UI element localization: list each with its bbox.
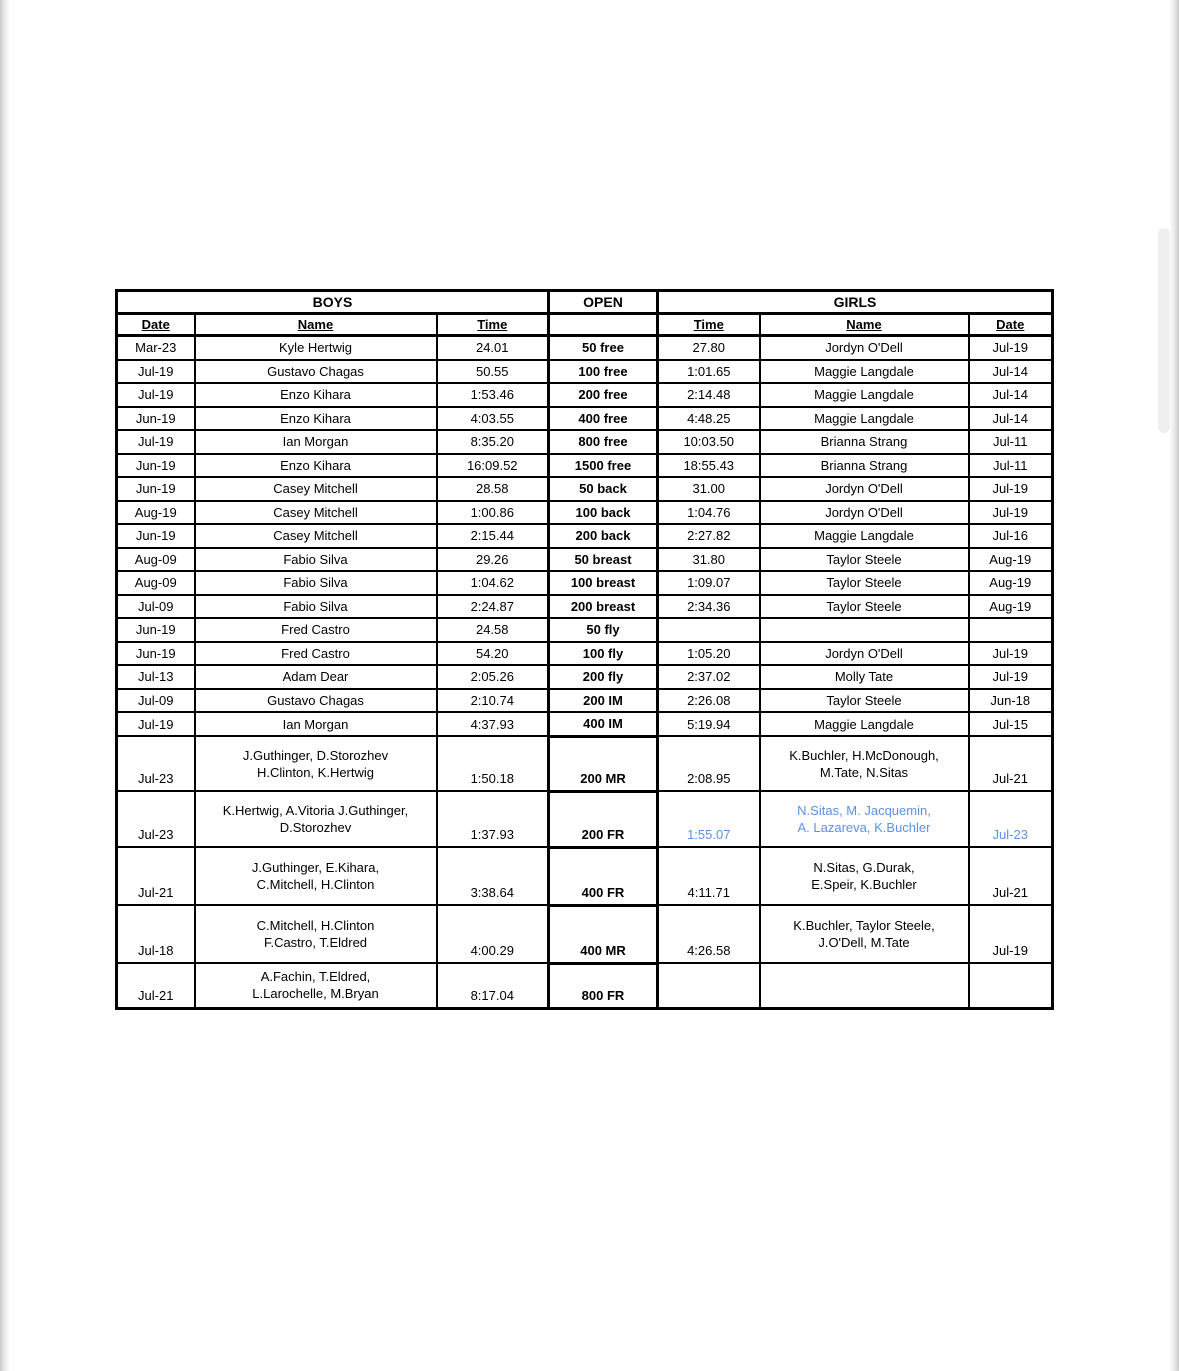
cell-boys-name: Casey Mitchell	[195, 524, 437, 548]
cell-event: 50 breast	[549, 548, 658, 572]
cell-boys-time: 1:04.62	[437, 571, 549, 595]
table-row	[117, 477, 1053, 501]
cell-girls-name: Taylor Steele	[760, 571, 969, 595]
table-row	[117, 524, 1053, 548]
cell-girls-name: Jordyn O'Dell	[760, 642, 969, 666]
cell-girls-relay-names	[760, 963, 969, 1008]
cell-girls-time: 18:55.43	[658, 454, 760, 478]
cell-girls-relay-names	[760, 736, 969, 791]
cell-boys-date: Jul-21	[117, 963, 195, 1008]
cell-event: 100 back	[549, 501, 658, 525]
cell-boys-date: Jul-23	[117, 791, 195, 847]
col-header-girls-date: Date	[969, 314, 1053, 336]
cell-event: 200 back	[549, 524, 658, 548]
table-row-relay	[117, 905, 1053, 963]
cell-boys-date: Jul-19	[117, 430, 195, 454]
cell-girls-date: Jul-14	[969, 407, 1053, 431]
cell-girls-time: 5:19.94	[658, 712, 760, 736]
table-row	[117, 595, 1053, 619]
relay-name-line: A. Lazareva, K.Buchler	[797, 820, 931, 835]
cell-girls-time: 2:26.08	[658, 689, 760, 713]
cell-girls-date: Jun-18	[969, 689, 1053, 713]
cell-boys-date: Jun-19	[117, 477, 195, 501]
relay-name-line: K.Hertwig, A.Vitoria J.Guthinger,	[222, 803, 409, 818]
cell-boys-time: 8:35.20	[437, 430, 549, 454]
cell-event: 400 MR	[549, 905, 658, 963]
cell-girls-time: 10:03.50	[658, 430, 760, 454]
cell-girls-name: Jordyn O'Dell	[760, 336, 969, 360]
cell-girls-date: Jul-11	[969, 454, 1053, 478]
cell-girls-relay-names	[760, 905, 969, 963]
cell-boys-time: 1:53.46	[437, 383, 549, 407]
cell-boys-relay-names	[195, 791, 437, 847]
cell-girls-time: 4:11.71	[658, 847, 760, 905]
relay-name-line: J.Guthinger, D.Storozhev	[242, 747, 389, 763]
col-header-girls-time: Time	[658, 314, 760, 336]
group-header-row	[117, 291, 1053, 314]
cell-girls-time: 1:04.76	[658, 501, 760, 525]
cell-boys-date: Aug-19	[117, 501, 195, 525]
cell-event: 200 breast	[549, 595, 658, 619]
col-header-boys-name: Name	[195, 314, 437, 336]
cell-boys-relay-names	[195, 736, 437, 791]
relay-name-line: M.Tate, N.Sitas	[819, 764, 909, 780]
cell-girls-name: Maggie Langdale	[760, 360, 969, 384]
swim-records-table	[115, 289, 1054, 1010]
cell-boys-relay-names	[195, 847, 437, 905]
table-row	[117, 571, 1053, 595]
cell-boys-name: Casey Mitchell	[195, 477, 437, 501]
cell-boys-relay-names	[195, 905, 437, 963]
cell-event: 200 fly	[549, 665, 658, 689]
cell-boys-name: Enzo Kihara	[195, 383, 437, 407]
cell-boys-time: 2:24.87	[437, 595, 549, 619]
cell-boys-time: 2:15.44	[437, 524, 549, 548]
group-header-boys: BOYS	[117, 291, 549, 314]
table-row-relay	[117, 963, 1053, 1008]
cell-event: 200 FR	[549, 791, 658, 847]
cell-event: 200 MR	[549, 736, 658, 791]
cell-event: 100 free	[549, 360, 658, 384]
cell-girls-date: Jul-14	[969, 360, 1053, 384]
cell-girls-time: 1:09.07	[658, 571, 760, 595]
cell-event: 1500 free	[549, 454, 658, 478]
table-row-relay	[117, 736, 1053, 791]
table-row	[117, 360, 1053, 384]
cell-girls-time: 4:26.58	[658, 905, 760, 963]
cell-boys-date: Aug-09	[117, 571, 195, 595]
column-header-row	[117, 314, 1053, 336]
table-row	[117, 548, 1053, 572]
relay-name-line: H.Clinton, K.Hertwig	[256, 764, 375, 780]
cell-boys-time: 4:37.93	[437, 712, 549, 736]
cell-boys-time: 1:00.86	[437, 501, 549, 525]
table-row	[117, 712, 1053, 736]
cell-event: 200 free	[549, 383, 658, 407]
cell-boys-relay-names	[195, 963, 437, 1008]
cell-boys-name: Ian Morgan	[195, 712, 437, 736]
relay-name-line: C.Mitchell, H.Clinton	[256, 877, 375, 892]
cell-boys-time: 3:38.64	[437, 847, 549, 905]
cell-boys-date: Jul-09	[117, 595, 195, 619]
cell-event: 50 fly	[549, 618, 658, 642]
cell-boys-name: Ian Morgan	[195, 430, 437, 454]
cell-girls-date: Jul-19	[969, 501, 1053, 525]
relay-name-line: J.O'Dell, M.Tate	[818, 935, 910, 950]
cell-boys-name: Fred Castro	[195, 642, 437, 666]
cell-event: 800 FR	[549, 963, 658, 1008]
cell-boys-time: 4:00.29	[437, 905, 549, 963]
cell-girls-date: Jul-21	[969, 847, 1053, 905]
cell-boys-name: Enzo Kihara	[195, 454, 437, 478]
table-row	[117, 430, 1053, 454]
cell-boys-time: 2:10.74	[437, 689, 549, 713]
cell-event: 400 free	[549, 407, 658, 431]
relay-name-line: L.Larochelle, M.Bryan	[252, 986, 379, 1002]
cell-girls-time: 31.00	[658, 477, 760, 501]
cell-event: 200 IM	[549, 689, 658, 713]
cell-girls-date: Jul-19	[969, 477, 1053, 501]
cell-girls-date: Jul-19	[969, 905, 1053, 963]
cell-event: 50 free	[549, 336, 658, 360]
cell-event: 100 fly	[549, 642, 658, 666]
page-shadow-right	[1169, 0, 1179, 1371]
cell-event: 400 IM	[549, 712, 658, 736]
cell-boys-time: 24.01	[437, 336, 549, 360]
cell-boys-date: Jul-19	[117, 360, 195, 384]
cell-girls-time: 2:14.48	[658, 383, 760, 407]
cell-boys-name: Gustavo Chagas	[195, 360, 437, 384]
cell-girls-name: Jordyn O'Dell	[760, 477, 969, 501]
cell-girls-name: Taylor Steele	[760, 689, 969, 713]
relay-name-line: N.Sitas, M. Jacquemin,	[797, 803, 931, 818]
cell-event: 800 free	[549, 430, 658, 454]
cell-boys-name: Fred Castro	[195, 618, 437, 642]
cell-boys-name: Fabio Silva	[195, 548, 437, 572]
cell-boys-date: Jun-19	[117, 407, 195, 431]
cell-girls-date: Jul-21	[969, 736, 1053, 791]
cell-girls-date: Jul-23	[969, 791, 1053, 847]
cell-boys-date: Jul-19	[117, 383, 195, 407]
cell-girls-date: Jul-14	[969, 383, 1053, 407]
cell-boys-date: Jun-19	[117, 454, 195, 478]
cell-boys-name: Casey Mitchell	[195, 501, 437, 525]
cell-boys-name: Adam Dear	[195, 665, 437, 689]
cell-girls-date	[969, 963, 1053, 1008]
cell-girls-date	[969, 618, 1053, 642]
cell-girls-date: Jul-19	[969, 336, 1053, 360]
cell-boys-time: 1:37.93	[437, 791, 549, 847]
cell-boys-date: Jul-21	[117, 847, 195, 905]
table-row	[117, 336, 1053, 360]
col-header-event	[549, 314, 658, 336]
table-row-relay	[117, 791, 1053, 847]
cell-girls-name: Maggie Langdale	[760, 383, 969, 407]
cell-boys-time: 16:09.52	[437, 454, 549, 478]
cell-girls-name: Maggie Langdale	[760, 524, 969, 548]
cell-boys-time: 4:03.55	[437, 407, 549, 431]
relay-name-line: K.Buchler, H.McDonough,	[789, 747, 939, 763]
relay-name-line: F.Castro, T.Eldred	[263, 935, 368, 950]
cell-girls-date: Jul-19	[969, 642, 1053, 666]
cell-girls-name: Brianna Strang	[760, 430, 969, 454]
table-row	[117, 383, 1053, 407]
cell-girls-relay-names	[760, 791, 969, 847]
table-row	[117, 665, 1053, 689]
cell-boys-time: 24.58	[437, 618, 549, 642]
table-row	[117, 407, 1053, 431]
cell-boys-date: Jun-19	[117, 618, 195, 642]
group-header-girls: GIRLS	[658, 291, 1053, 314]
cell-girls-date: Jul-11	[969, 430, 1053, 454]
cell-girls-name: Maggie Langdale	[760, 712, 969, 736]
cell-girls-date: Aug-19	[969, 595, 1053, 619]
col-header-girls-name: Name	[760, 314, 969, 336]
cell-girls-time: 31.80	[658, 548, 760, 572]
cell-girls-name: Jordyn O'Dell	[760, 501, 969, 525]
relay-name-line: D.Storozhev	[279, 820, 352, 835]
cell-girls-name: Taylor Steele	[760, 548, 969, 572]
cell-boys-time: 50.55	[437, 360, 549, 384]
cell-girls-time: 1:55.07	[658, 791, 760, 847]
cell-boys-name: Enzo Kihara	[195, 407, 437, 431]
cell-girls-date: Jul-16	[969, 524, 1053, 548]
table-row	[117, 642, 1053, 666]
cell-girls-name: Brianna Strang	[760, 454, 969, 478]
col-header-boys-time: Time	[437, 314, 549, 336]
cell-girls-name	[760, 618, 969, 642]
cell-boys-time: 2:05.26	[437, 665, 549, 689]
cell-event: 400 FR	[549, 847, 658, 905]
cell-girls-date: Aug-19	[969, 571, 1053, 595]
cell-boys-time: 28.58	[437, 477, 549, 501]
table-row	[117, 689, 1053, 713]
cell-girls-time: 2:34.36	[658, 595, 760, 619]
cell-boys-date: Jun-19	[117, 524, 195, 548]
cell-boys-name: Kyle Hertwig	[195, 336, 437, 360]
cell-girls-date: Aug-19	[969, 548, 1053, 572]
cell-boys-time: 29.26	[437, 548, 549, 572]
relay-name-line: N.Sitas, G.Durak,	[813, 860, 915, 875]
cell-boys-date: Jul-13	[117, 665, 195, 689]
cell-girls-time: 1:05.20	[658, 642, 760, 666]
cell-girls-time: 2:27.82	[658, 524, 760, 548]
relay-name-line: E.Speir, K.Buchler	[811, 877, 917, 892]
cell-boys-date: Jul-19	[117, 712, 195, 736]
relay-name-line: C.Mitchell, H.Clinton	[256, 918, 375, 933]
cell-girls-time	[658, 618, 760, 642]
cell-girls-time: 2:08.95	[658, 736, 760, 791]
cell-girls-name: Taylor Steele	[760, 595, 969, 619]
relay-name-line: J.Guthinger, E.Kihara,	[251, 860, 380, 875]
cell-girls-time: 2:37.02	[658, 665, 760, 689]
table-row	[117, 501, 1053, 525]
cell-girls-time: 1:01.65	[658, 360, 760, 384]
cell-event: 100 breast	[549, 571, 658, 595]
cell-boys-time: 1:50.18	[437, 736, 549, 791]
col-header-boys-date: Date	[117, 314, 195, 336]
relay-name-line: K.Buchler, Taylor Steele,	[793, 918, 935, 933]
page-shadow-left	[0, 0, 10, 1371]
cell-event: 50 back	[549, 477, 658, 501]
group-header-open: OPEN	[549, 291, 658, 314]
cell-boys-time: 8:17.04	[437, 963, 549, 1008]
cell-boys-name: Gustavo Chagas	[195, 689, 437, 713]
cell-boys-time: 54.20	[437, 642, 549, 666]
scrollbar-thumb[interactable]	[1158, 228, 1170, 433]
cell-girls-date: Jul-15	[969, 712, 1053, 736]
table-row	[117, 618, 1053, 642]
cell-girls-time	[658, 963, 760, 1008]
cell-boys-date: Jul-09	[117, 689, 195, 713]
cell-girls-date: Jul-19	[969, 665, 1053, 689]
cell-girls-time: 4:48.25	[658, 407, 760, 431]
cell-girls-name: Maggie Langdale	[760, 407, 969, 431]
cell-boys-date: Jul-18	[117, 905, 195, 963]
cell-boys-name: Fabio Silva	[195, 571, 437, 595]
cell-boys-date: Aug-09	[117, 548, 195, 572]
table-row-relay	[117, 847, 1053, 905]
cell-boys-date: Mar-23	[117, 336, 195, 360]
cell-boys-date: Jul-23	[117, 736, 195, 791]
table-row	[117, 454, 1053, 478]
cell-girls-time: 27.80	[658, 336, 760, 360]
cell-boys-name: Fabio Silva	[195, 595, 437, 619]
cell-boys-date: Jun-19	[117, 642, 195, 666]
cell-girls-relay-names	[760, 847, 969, 905]
relay-name-line: A.Fachin, T.Eldred,	[260, 969, 371, 985]
cell-girls-name: Molly Tate	[760, 665, 969, 689]
